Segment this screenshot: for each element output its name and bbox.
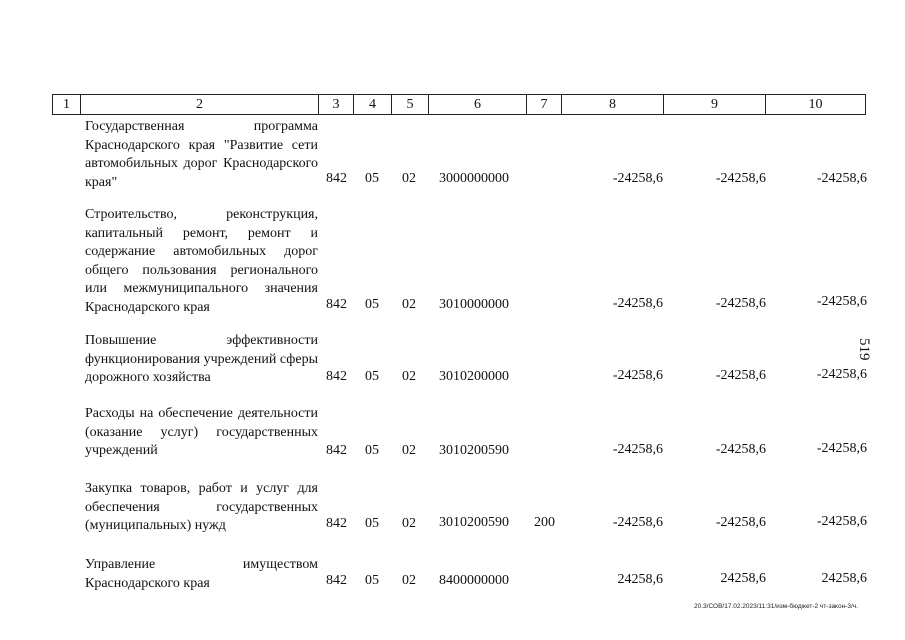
table-header bbox=[52, 94, 865, 115]
row-name: Закупка товаров, работ и услуг для обеспечения государственных (муниципальных) нужд bbox=[85, 481, 318, 533]
cell-col9: 24258,6 bbox=[720, 571, 766, 586]
header-col-1: 1 bbox=[52, 94, 80, 115]
cell-col5: 02 bbox=[402, 573, 416, 588]
cell-col9: -24258,6 bbox=[715, 368, 766, 383]
row-name: Управление имуществом Краснодарского края bbox=[85, 557, 318, 591]
row-name: Строительство, реконструкция, капитальный ремонт, ремонт и содержание автомобильных дорог общего пользования регионального или межмуниципального значения Краснодарского края bbox=[85, 207, 318, 315]
header-col-7: 7 bbox=[526, 94, 561, 115]
cell-col10: 24258,6 bbox=[821, 571, 867, 586]
cell-col8: -24258,6 bbox=[612, 515, 663, 530]
cell-col4: 05 bbox=[365, 573, 379, 588]
cell-col10: -24258,6 bbox=[816, 294, 867, 309]
cell-col10: -24258,6 bbox=[816, 367, 867, 382]
cell-col6: 8400000000 bbox=[439, 573, 509, 588]
header-col-4: 4 bbox=[353, 94, 391, 115]
cell-col7: 200 bbox=[534, 515, 555, 530]
cell-col6: 3010200000 bbox=[439, 369, 509, 384]
cell-col8: -24258,6 bbox=[612, 368, 663, 383]
row-name: Расходы на обеспечение деятельности (оказание услуг) государственных учреждений bbox=[85, 406, 318, 458]
cell-col8: -24258,6 bbox=[612, 442, 663, 457]
footer-stamp: 20.3/СОВ/17.02.2023/11:31/изм-бюджет-2 чт-закон-3/ч. bbox=[694, 603, 858, 610]
cell-col4: 05 bbox=[365, 297, 379, 312]
cell-col5: 02 bbox=[402, 443, 416, 458]
cell-col6: 3010200590 bbox=[439, 443, 509, 458]
cell-col8: -24258,6 bbox=[612, 171, 663, 186]
cell-col10: -24258,6 bbox=[816, 441, 867, 456]
page-number: 519 bbox=[856, 338, 872, 361]
header-col-8: 8 bbox=[561, 94, 663, 115]
cell-col3: 842 bbox=[326, 443, 347, 458]
cell-col10: -24258,6 bbox=[816, 171, 867, 186]
cell-col3: 842 bbox=[326, 171, 347, 186]
header-col-3: 3 bbox=[318, 94, 353, 115]
cell-col4: 05 bbox=[365, 516, 379, 531]
cell-col9: -24258,6 bbox=[715, 171, 766, 186]
cell-col4: 05 bbox=[365, 369, 379, 384]
header-col-2: 2 bbox=[80, 94, 318, 115]
cell-col3: 842 bbox=[326, 297, 347, 312]
cell-col4: 05 bbox=[365, 171, 379, 186]
row-name: Государственная программа Краснодарского края "Развитие сети автомобильных дорог Краснодарского края" bbox=[85, 119, 318, 190]
cell-col8: -24258,6 bbox=[612, 296, 663, 311]
cell-col5: 02 bbox=[402, 171, 416, 186]
cell-col6: 3010000000 bbox=[439, 297, 509, 312]
cell-col9: -24258,6 bbox=[715, 442, 766, 457]
header-col-5: 5 bbox=[391, 94, 428, 115]
cell-col4: 05 bbox=[365, 443, 379, 458]
cell-col8: 24258,6 bbox=[617, 572, 663, 587]
cell-col10: -24258,6 bbox=[816, 514, 867, 529]
cell-col9: -24258,6 bbox=[715, 515, 766, 530]
header-col-10: 10 bbox=[765, 94, 866, 115]
cell-col3: 842 bbox=[326, 573, 347, 588]
cell-col6: 3000000000 bbox=[439, 171, 509, 186]
cell-col5: 02 bbox=[402, 516, 416, 531]
header-col-6: 6 bbox=[428, 94, 526, 115]
row-name: Повышение эффективности функционирования учреждений сферы дорожного хозяйства bbox=[85, 333, 318, 385]
cell-col5: 02 bbox=[402, 369, 416, 384]
cell-col3: 842 bbox=[326, 516, 347, 531]
cell-col5: 02 bbox=[402, 297, 416, 312]
header-col-9: 9 bbox=[663, 94, 765, 115]
cell-col6: 3010200590 bbox=[439, 515, 509, 530]
cell-col3: 842 bbox=[326, 369, 347, 384]
cell-col9: -24258,6 bbox=[715, 296, 766, 311]
